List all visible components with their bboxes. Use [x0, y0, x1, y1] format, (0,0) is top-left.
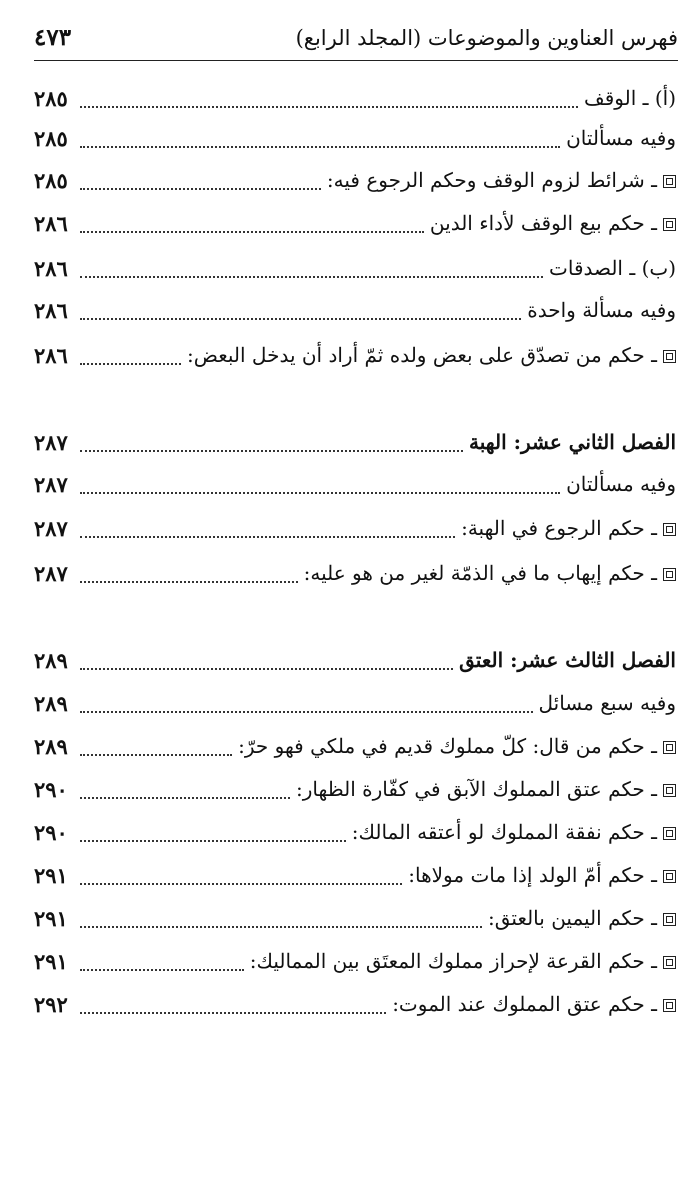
page-number: ٤٧٣ — [34, 24, 72, 51]
toc-heading-waqf[interactable] — [34, 78, 676, 118]
entry-label: ـ حكم إيهاب ما في الذمّة لغير من هو عليه: — [303, 561, 657, 585]
entry-page: ٢٩١ — [34, 948, 68, 974]
entry-page: ٢٨٦ — [34, 297, 68, 323]
toc-item[interactable] — [34, 898, 676, 938]
square-bullet-icon — [663, 523, 676, 536]
dot-leader — [80, 317, 521, 320]
dot-leader — [80, 535, 455, 538]
square-bullet-icon — [663, 956, 676, 969]
dot-leader — [80, 187, 321, 190]
entry-page: ٢٨٩ — [34, 647, 68, 673]
square-bullet-icon — [663, 741, 676, 754]
dot-leader — [80, 925, 482, 928]
entry-label: وفيه مسألتان — [566, 126, 676, 150]
entry-page: ٢٨٦ — [34, 342, 68, 368]
entry-label: ـ شرائط لزوم الوقف وحكم الرجوع فيه: — [326, 168, 657, 192]
entry-page: ٢٩٠ — [34, 776, 68, 802]
toc-item[interactable] — [34, 855, 676, 895]
toc-sub-entry[interactable] — [34, 464, 676, 504]
toc-chapter-itq[interactable] — [34, 640, 676, 680]
entry-page: ٢٨٥ — [34, 85, 68, 111]
dot-leader — [80, 968, 244, 971]
toc-heading-sadaqat[interactable] — [34, 248, 676, 288]
square-bullet-icon — [663, 870, 676, 883]
entry-page: ٢٩١ — [34, 862, 68, 888]
dot-leader — [80, 105, 578, 108]
toc-sub-entry[interactable] — [34, 683, 676, 723]
entry-page: ٢٩٢ — [34, 991, 68, 1017]
toc-item[interactable] — [34, 508, 676, 548]
square-bullet-icon — [663, 568, 676, 581]
entry-page: ٢٨٩ — [34, 733, 68, 759]
dot-leader — [80, 449, 463, 452]
entry-label: ـ حكم اليمين بالعتق: — [487, 906, 657, 930]
entry-page: ٢٩١ — [34, 905, 68, 931]
dot-leader — [80, 362, 181, 365]
entry-page: ٢٨٧ — [34, 429, 68, 455]
dot-leader — [80, 275, 543, 278]
toc-chapter-hiba[interactable] — [34, 422, 676, 462]
entry-label: ـ حكم القرعة لإحراز مملوك المعتَق بين المماليك: — [249, 949, 657, 973]
entry-label: (ب) ـ الصدقات — [549, 256, 676, 280]
square-bullet-icon — [663, 784, 676, 797]
square-bullet-icon — [663, 350, 676, 363]
square-bullet-icon — [663, 913, 676, 926]
dot-leader — [80, 580, 298, 583]
entry-label: الفصل الثاني عشر: الهبة — [469, 430, 676, 454]
square-bullet-icon — [663, 827, 676, 840]
entry-page: ٢٨٥ — [34, 125, 68, 151]
entry-page: ٢٩٠ — [34, 819, 68, 845]
entry-page: ٢٨٦ — [34, 255, 68, 281]
entry-label: ـ حكم عتق المملوك عند الموت: — [392, 992, 657, 1016]
toc-item[interactable] — [34, 769, 676, 809]
entry-page: ٢٨٩ — [34, 690, 68, 716]
entry-label: ـ حكم عتق المملوك الآبق في كفّارة الظهار: — [295, 777, 657, 801]
entry-label: ـ حكم الرجوع في الهبة: — [461, 516, 657, 540]
dot-leader — [80, 491, 560, 494]
entry-page: ٢٨٧ — [34, 515, 68, 541]
dot-leader — [80, 753, 232, 756]
toc-item[interactable] — [34, 335, 676, 375]
dot-leader — [80, 839, 346, 842]
toc-item[interactable] — [34, 203, 676, 243]
toc-item[interactable] — [34, 160, 676, 200]
toc-item[interactable] — [34, 984, 676, 1024]
entry-label: ـ حكم من قال: كلّ مملوك قديم في ملكي فهو حرّ: — [238, 734, 657, 758]
running-title: فهرس العناوين والموضوعات (المجلد الرابع) — [295, 26, 678, 50]
square-bullet-icon — [663, 218, 676, 231]
toc-item[interactable] — [34, 553, 676, 593]
toc-item[interactable] — [34, 941, 676, 981]
toc-sub-entry[interactable] — [34, 118, 676, 158]
entry-label: ـ حكم أمّ الولد إذا مات مولاها: — [408, 863, 657, 887]
dot-leader — [80, 796, 290, 799]
entry-page: ٢٨٧ — [34, 471, 68, 497]
entry-page: ٢٨٦ — [34, 210, 68, 236]
entry-label: وفيه سبع مسائل — [538, 691, 676, 715]
entry-page: ٢٨٧ — [34, 560, 68, 586]
dot-leader — [80, 145, 560, 148]
toc-item[interactable] — [34, 726, 676, 766]
dot-leader — [80, 1011, 386, 1014]
square-bullet-icon — [663, 175, 676, 188]
dot-leader — [80, 710, 533, 713]
entry-label: ـ حكم نفقة المملوك لو أعتقه المالك: — [351, 820, 657, 844]
entry-page: ٢٨٥ — [34, 167, 68, 193]
square-bullet-icon — [663, 999, 676, 1012]
entry-label: ـ حكم من تصدّق على بعض ولده ثمّ أراد أن يدخل البعض: — [187, 343, 657, 367]
toc-sub-entry[interactable] — [34, 290, 676, 330]
entry-label: ـ حكم بيع الوقف لأداء الدين — [429, 211, 657, 235]
entry-label: وفيه مسألة واحدة — [527, 298, 676, 322]
dot-leader — [80, 667, 453, 670]
entry-label: (أ) ـ الوقف — [584, 86, 676, 110]
toc-item[interactable] — [34, 812, 676, 852]
page-header — [34, 18, 678, 61]
dot-leader — [80, 230, 424, 233]
entry-label: الفصل الثالث عشر: العتق — [459, 648, 676, 672]
entry-label: وفيه مسألتان — [566, 472, 676, 496]
dot-leader — [80, 882, 402, 885]
